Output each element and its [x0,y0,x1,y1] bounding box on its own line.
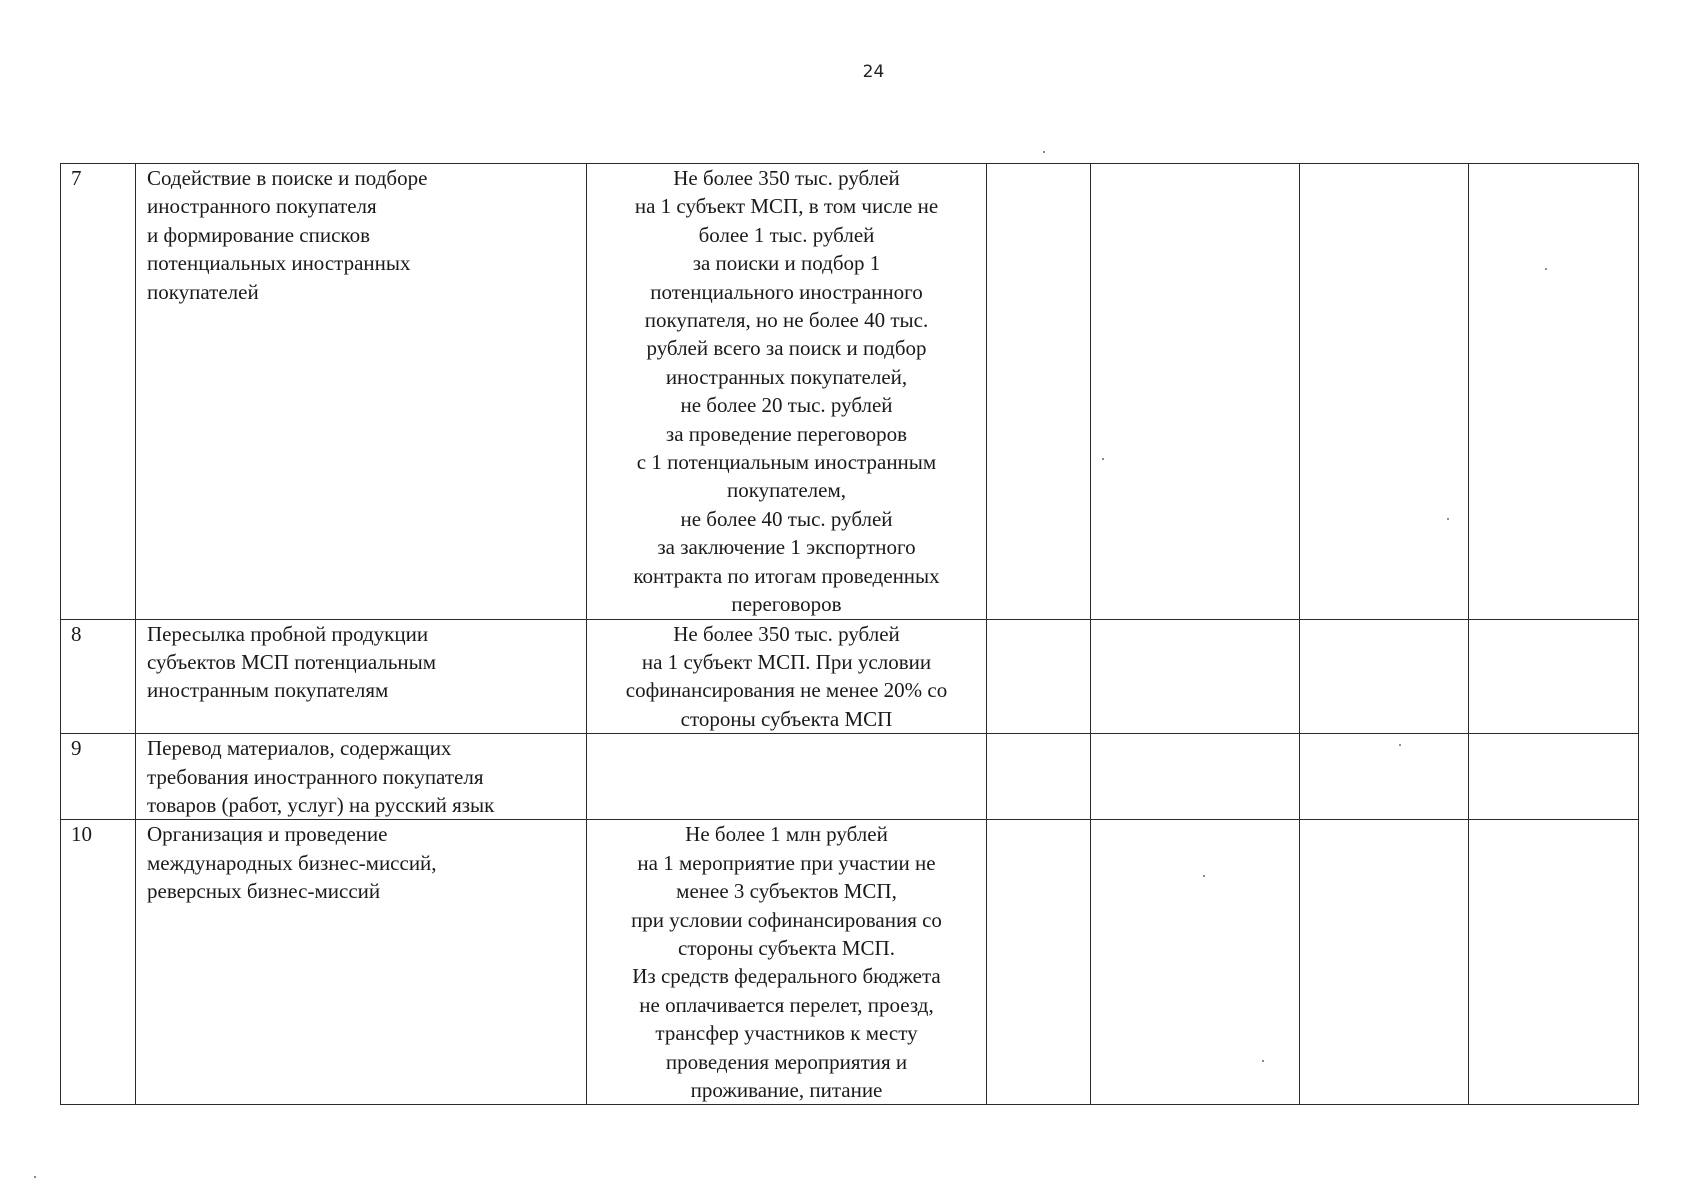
service-description-line: требования иностранного покупателя [147,764,484,789]
service-description-line: товаров (работ, услуг) на русский язык [147,792,495,817]
row-number-cell [61,734,136,820]
funding-conditions-line: стороны субъекта МСП. [678,935,895,960]
funding-conditions-line: стороны субъекта МСП [680,706,893,731]
service-description-cell [136,820,587,1105]
funding-conditions-line: на 1 мероприятие при участии не [637,850,936,875]
row-number: 8 [71,621,82,646]
funding-conditions-line: за поиски и подбор 1 [692,251,881,276]
funding-conditions-line: на 1 субъект МСП. При условии [641,649,932,674]
funding-conditions-line: иностранных покупателей, [665,364,908,389]
row-number: 9 [71,736,82,761]
funding-conditions-cell [587,820,987,1105]
scan-speck [1447,518,1449,520]
funding-conditions-line: покупателя, но не более 40 тыс. [644,308,929,333]
empty-cell [1091,164,1300,620]
table-body [61,164,1639,1105]
empty-cell [1300,734,1469,820]
service-description-line: покупателей [147,279,259,304]
funding-conditions-line: рублей всего за поиск и подбор [646,336,927,361]
empty-cell [1469,164,1639,620]
service-description-line: потенциальных иностранных [147,251,411,276]
scan-speck [1262,1060,1264,1062]
funding-conditions-line: проведения мероприятия и [665,1049,908,1074]
service-description-line: международных бизнес-миссий, [147,850,437,875]
empty-cell [1469,734,1639,820]
funding-conditions-line: трансфер участников к месту [655,1021,918,1046]
scan-speck [34,1176,36,1178]
funding-conditions-line: более 1 тыс. рублей [698,222,875,247]
row-number-cell [61,619,136,734]
funding-conditions-line: Не более 1 млн рублей [685,822,888,847]
funding-conditions-line: проживание, питание [690,1078,883,1102]
funding-conditions-line: на 1 субъект МСП, в том числе не [634,194,939,219]
row-number: 7 [71,166,82,190]
funding-conditions-line: не более 20 тыс. рублей [680,393,893,418]
empty-cell [1469,619,1639,734]
funding-conditions-line: при условии софинансирования со [631,907,942,932]
empty-cell [1300,619,1469,734]
funding-conditions-cell [587,619,987,734]
scan-speck [1545,268,1547,270]
empty-cell [1469,820,1639,1105]
services-table [60,163,1639,1105]
table-row [61,164,1639,620]
funding-conditions-line: Не более 350 тыс. рублей [673,166,900,190]
empty-cell [987,820,1091,1105]
funding-conditions-line: Из средств федерального бюджета [632,964,941,989]
empty-cell [1091,734,1300,820]
page-number: 24 [862,62,885,82]
row-number-cell [61,820,136,1105]
scan-speck [1102,458,1104,460]
funding-conditions-cell [587,734,987,820]
funding-conditions-line: Не более 350 тыс. рублей [673,621,900,646]
row-number-cell [61,164,136,620]
funding-conditions-line: контракта по итогам проведенных [633,563,940,588]
service-description-line: Перевод материалов, содержащих [147,736,452,761]
scan-speck [1203,875,1205,877]
service-description-cell [136,734,587,820]
service-description-line: реверсных бизнес-миссий [147,879,381,904]
table-row [61,820,1639,1105]
service-description-line: иностранным покупателям [147,678,389,703]
empty-cell [1091,820,1300,1105]
funding-conditions-line: с 1 потенциальным иностранным [636,450,937,475]
funding-conditions-cell [587,164,987,620]
empty-cell [1300,164,1469,620]
funding-conditions-line: софинансирования не менее 20% со [625,678,948,703]
empty-cell [987,164,1091,620]
empty-cell [987,734,1091,820]
funding-conditions-line: переговоров [731,592,842,617]
empty-cell [987,619,1091,734]
service-description-line: Содействие в поиске и подборе [147,166,428,190]
funding-conditions-line: за заключение 1 экспортного [657,535,916,560]
scan-speck [1399,744,1401,746]
table-row [61,734,1639,820]
funding-conditions-line: за проведение переговоров [665,421,908,446]
service-description-line: Организация и проведение [147,822,388,847]
funding-conditions-line: покупателем, [727,478,846,503]
funding-conditions-line: потенциального иностранного [650,279,923,304]
scan-speck [1043,151,1045,153]
service-description-line: Пересылка пробной продукции [147,621,429,646]
service-description-line: иностранного покупателя [147,194,377,219]
service-description-line: и формирование списков [147,222,370,247]
row-number: 10 [71,822,92,847]
table-row [61,619,1639,734]
service-description-cell [136,619,587,734]
service-description-cell [136,164,587,620]
funding-conditions-line: не оплачивается перелет, проезд, [639,992,934,1017]
funding-conditions-line: менее 3 субъектов МСП, [676,879,897,904]
service-description-line: субъектов МСП потенциальным [147,649,437,674]
empty-cell [1091,619,1300,734]
funding-conditions-line: не более 40 тыс. рублей [680,506,893,531]
empty-cell [1300,820,1469,1105]
